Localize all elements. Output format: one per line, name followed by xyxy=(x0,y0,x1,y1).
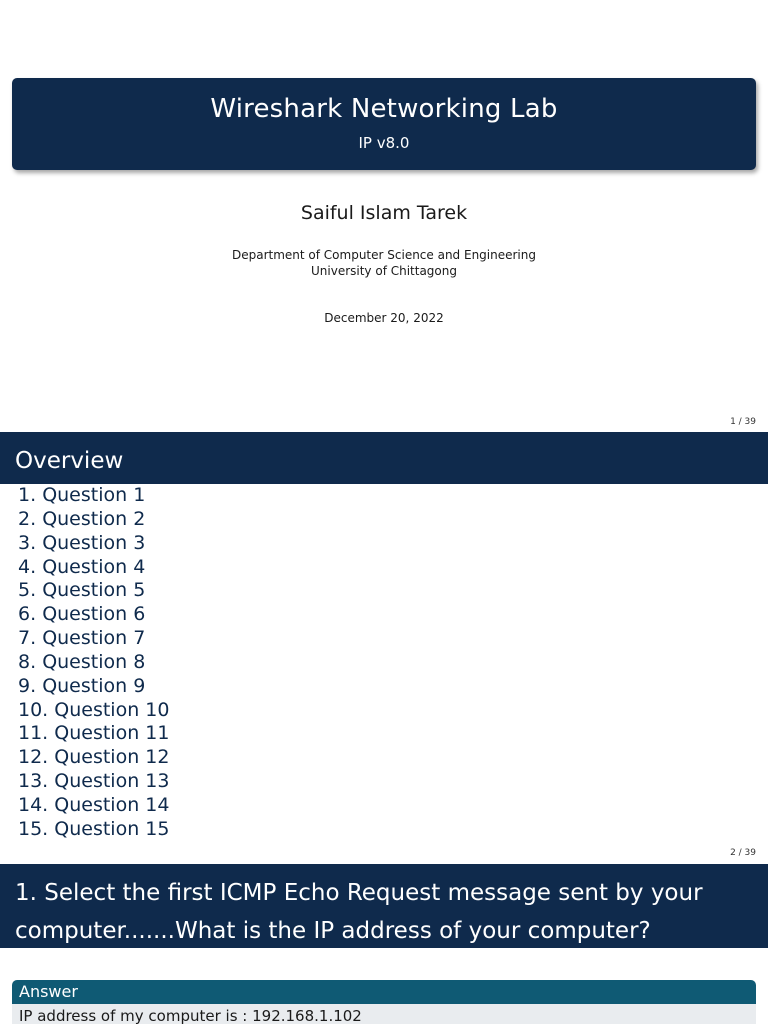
toc-item-label: Question 14 xyxy=(54,793,170,816)
title-slide xyxy=(0,0,768,432)
presentation-date: December 20, 2022 xyxy=(324,311,444,325)
toc-item-number: 8. xyxy=(18,650,37,673)
university: University of Chittagong xyxy=(311,264,457,278)
answer-block xyxy=(12,980,756,1024)
toc-item[interactable] xyxy=(18,627,169,651)
toc-item-number: 12. xyxy=(18,746,49,769)
page-number: 1 / 39 xyxy=(730,417,756,427)
overview-slide xyxy=(0,432,768,864)
toc-item-label: Question 6 xyxy=(42,603,146,626)
toc-item-number: 3. xyxy=(18,531,37,554)
toc-item-number: 14. xyxy=(18,793,49,816)
department: Department of Computer Science and Engineering xyxy=(231,248,536,262)
toc-item-number: 15. xyxy=(18,817,49,840)
toc-item-label: Question 1 xyxy=(42,484,146,506)
toc-item-number: 5. xyxy=(18,579,37,602)
question-title-line-2: computer.......What is the IP address of your computer? xyxy=(15,918,651,944)
frame-title xyxy=(0,864,768,948)
toc-item[interactable] xyxy=(18,651,169,675)
toc-item-label: Question 11 xyxy=(54,722,170,745)
toc-item-label: Question 8 xyxy=(42,650,146,673)
toc-item[interactable] xyxy=(18,508,169,532)
presentation-subtitle: IP v8.0 xyxy=(358,134,410,152)
toc-item-label: Question 2 xyxy=(42,507,146,530)
presentation-title: Wireshark Networking Lab xyxy=(210,94,558,124)
toc-item-label: Question 5 xyxy=(42,579,146,602)
toc-item-number: 10. xyxy=(18,698,49,721)
toc-item[interactable] xyxy=(18,603,169,627)
toc-item-label: Question 7 xyxy=(42,627,146,650)
toc-item[interactable] xyxy=(18,532,169,556)
toc-item[interactable] xyxy=(18,556,169,580)
toc-item-label: Question 13 xyxy=(54,770,170,793)
toc-item-number: 7. xyxy=(18,627,37,650)
toc-item-label: Question 15 xyxy=(54,817,170,840)
table-of-contents xyxy=(18,484,169,842)
toc-item[interactable] xyxy=(18,818,169,842)
toc-item[interactable] xyxy=(18,746,169,770)
toc-item-number: 1. xyxy=(18,484,37,506)
toc-item-number: 2. xyxy=(18,507,37,530)
toc-item-number: 9. xyxy=(18,674,37,697)
question-title-line-1: 1. Select the first ICMP Echo Request message sent by your xyxy=(15,880,703,906)
toc-item-number: 13. xyxy=(18,770,49,793)
page-number: 2 / 39 xyxy=(730,848,756,858)
answer-text: IP address of my computer is : 192.168.1.102 xyxy=(12,1004,756,1024)
toc-item[interactable] xyxy=(18,770,169,794)
toc-item-label: Question 9 xyxy=(42,674,146,697)
toc-item[interactable] xyxy=(18,722,169,746)
toc-item-label: Question 4 xyxy=(42,555,146,578)
toc-item-number: 11. xyxy=(18,722,49,745)
toc-item[interactable] xyxy=(18,579,169,603)
toc-item[interactable] xyxy=(18,794,169,818)
toc-item-number: 4. xyxy=(18,555,37,578)
answer-heading: Answer xyxy=(12,980,756,1004)
toc-item-label: Question 10 xyxy=(54,698,170,721)
toc-item-number: 6. xyxy=(18,603,37,626)
question-slide xyxy=(0,864,768,1024)
author-name: Saiful Islam Tarek xyxy=(300,202,468,224)
frame-title: Overview xyxy=(0,432,768,484)
toc-item[interactable] xyxy=(18,675,169,699)
title-box xyxy=(12,78,756,170)
toc-item[interactable] xyxy=(18,699,169,723)
toc-item-label: Question 12 xyxy=(54,746,170,769)
toc-item[interactable] xyxy=(18,484,169,508)
toc-item-label: Question 3 xyxy=(42,531,146,554)
